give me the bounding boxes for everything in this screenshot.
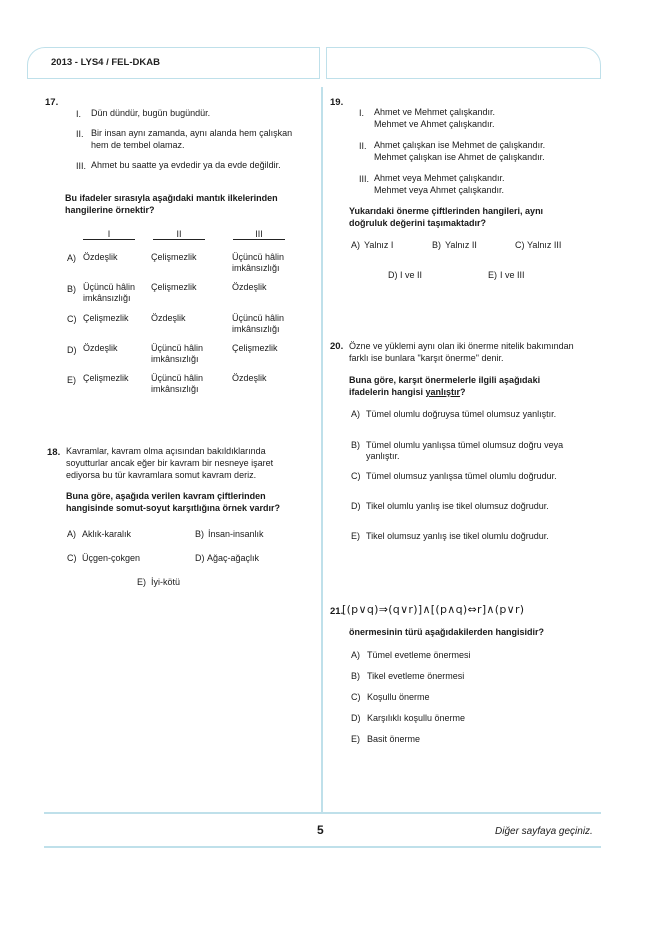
- question-prompt: Buna göre, karşıt önermelerle ilgili aşağıdaki: [349, 375, 541, 385]
- option-letter: D): [195, 553, 205, 563]
- option-text: Tümel evetleme önermesi: [367, 650, 471, 660]
- question-stem: soyutturlar ancak eğer bir kavram bir nesneye işaret: [66, 458, 274, 468]
- prompt-underlined: yanlıştır: [425, 387, 461, 397]
- option-cell: imkânsızlığı: [232, 263, 280, 273]
- option-letter: A): [67, 529, 76, 539]
- statement-text: Mehmet çalışkan ise Ahmet de çalışkandır.: [374, 152, 545, 162]
- option-text: Tümel olumlu yanlışsa tümel olumsuz doğru veya: [366, 440, 564, 450]
- option-text: Yalnız I: [364, 240, 394, 250]
- option-letter: D): [351, 501, 361, 511]
- question-prompt: [349, 387, 466, 399]
- question-prompt: önermesinin türü aşağıdakilerden hangisidir?: [349, 627, 545, 637]
- question-prompt: Yukarıdaki önerme çiftlerinden hangileri, aynı: [349, 206, 544, 216]
- roman-numeral: II.: [359, 141, 367, 151]
- question-stem: farklı ise bunlara "karşıt önerme" denir.: [349, 353, 504, 363]
- option-letter: A): [351, 650, 360, 660]
- column-divider: [321, 87, 323, 812]
- option-cell: Özdeşlik: [151, 313, 186, 323]
- statement-text: hem de tembel olamaz.: [91, 140, 185, 150]
- option-text: İnsan-insanlık: [208, 529, 264, 539]
- option-letter: B): [432, 240, 441, 250]
- roman-numeral: II.: [76, 129, 84, 139]
- question-prompt: Bu ifadeler sırasıyla aşağıdaki mantık ilkelerinden: [65, 193, 278, 203]
- statement-text: Mehmet veya Ahmet çalışkandır.: [374, 185, 505, 195]
- option-text: Ağaç-ağaçlık: [207, 553, 260, 563]
- option-cell: Üçüncü hâlin: [83, 282, 136, 292]
- column-header: II: [153, 229, 205, 240]
- option-letter: D): [67, 345, 77, 355]
- page-number: 5: [317, 823, 324, 837]
- option-cell: Çelişmezlik: [232, 343, 278, 353]
- option-text: Koşullu önerme: [367, 692, 430, 702]
- footer-top-rule: [44, 812, 601, 814]
- next-page-note: Diğer sayfaya geçiniz.: [495, 826, 593, 837]
- option-text: Aklık-karalık: [82, 529, 132, 539]
- statement-text: Ahmet bu saatte ya evdedir ya da evde değildir.: [91, 160, 281, 170]
- statement-text: Mehmet ve Ahmet çalışkandır.: [374, 119, 495, 129]
- option-cell: Özdeşlik: [232, 373, 267, 383]
- option-letter: E): [67, 375, 76, 385]
- question-prompt: Buna göre, aşağıda verilen kavram çiftlerinden: [66, 491, 266, 501]
- header-right-box: [326, 47, 601, 79]
- option-letter: A): [67, 253, 76, 263]
- option-cell: Özdeşlik: [83, 343, 118, 353]
- exam-header-box: [27, 47, 320, 79]
- option-cell: Çelişmezlik: [151, 282, 197, 292]
- option-text: Yalnız III: [527, 240, 562, 250]
- footer-bottom-rule: [44, 846, 601, 848]
- option-text: Tikel olumlu yanlış ise tikel olumsuz doğrudur.: [366, 501, 549, 511]
- exam-title: 2013 - LYS4 / FEL-DKAB: [51, 57, 160, 68]
- option-cell: imkânsızlığı: [151, 384, 199, 394]
- logic-formula: [(p∨q)⇒(q∨r)]∧[(p∧q)⇔r]∧(p∨r): [342, 603, 525, 616]
- option-letter: E): [488, 270, 497, 280]
- question-prompt: doğruluk değerini taşımaktadır?: [349, 218, 487, 228]
- option-letter: E): [351, 734, 360, 744]
- option-cell: Üçüncü hâlin: [151, 373, 204, 383]
- question-number: 18.: [47, 447, 61, 458]
- option-text: Üçgen-çokgen: [82, 553, 141, 563]
- option-letter: C): [351, 692, 361, 702]
- column-header: III: [233, 229, 285, 240]
- option-cell: Üçüncü hâlin: [151, 343, 204, 353]
- option-cell: Özdeşlik: [232, 282, 267, 292]
- option-cell: Çelişmezlik: [151, 252, 197, 262]
- option-cell: Özdeşlik: [83, 252, 118, 262]
- option-text: I ve II: [400, 270, 423, 280]
- option-text: Tikel evetleme önermesi: [367, 671, 465, 681]
- question-prompt: hangilerine örnektir?: [65, 205, 155, 215]
- option-letter: B): [67, 284, 76, 294]
- option-text: Tümel olumlu doğruysa tümel olumsuz yanlıştır.: [366, 409, 557, 419]
- statement-text: Ahmet ve Mehmet çalışkandır.: [374, 107, 496, 117]
- option-text: Karşılıklı koşullu önerme: [367, 713, 466, 723]
- roman-numeral: III.: [76, 161, 87, 171]
- question-stem: Kavramlar, kavram olma açısından bakıldıklarında: [66, 446, 266, 456]
- option-cell: Üçüncü hâlin: [232, 313, 285, 323]
- question-number: 19.: [330, 97, 344, 108]
- option-cell: imkânsızlığı: [151, 354, 199, 364]
- question-number: 21.: [330, 606, 344, 617]
- roman-numeral: III.: [359, 174, 370, 184]
- roman-numeral: I.: [76, 109, 82, 119]
- option-text: Basit önerme: [367, 734, 421, 744]
- option-letter: C): [515, 240, 525, 250]
- option-letter: B): [195, 529, 204, 539]
- option-cell: imkânsızlığı: [232, 324, 280, 334]
- statement-text: Ahmet çalışkan ise Mehmet de çalışkandır.: [374, 140, 546, 150]
- statement-text: Ahmet veya Mehmet çalışkandır.: [374, 173, 505, 183]
- option-letter: A): [351, 409, 360, 419]
- option-cell: imkânsızlığı: [83, 293, 131, 303]
- option-letter: C): [67, 314, 77, 324]
- option-text: Tümel olumsuz yanlışsa tümel olumlu doğrudur.: [366, 471, 557, 481]
- question-number: 20.: [330, 341, 344, 352]
- question-number: 17.: [45, 97, 59, 108]
- statement-text: Bir insan aynı zamanda, aynı alanda hem çalışkan: [91, 128, 293, 138]
- question-prompt: hangisinde somut-soyut karşıtlığına örnek vardır?: [66, 503, 281, 513]
- question-stem: ediyorsa bu tür kavramlara somut kavram deriz.: [66, 470, 257, 480]
- prompt-suffix: ?: [460, 387, 466, 397]
- option-text: Tikel olumsuz yanlış ise tikel olumlu doğrudur.: [366, 531, 549, 541]
- option-cell: Üçüncü hâlin: [232, 252, 285, 262]
- roman-numeral: I.: [359, 108, 365, 118]
- option-text: Yalnız II: [445, 240, 477, 250]
- option-letter: B): [351, 671, 360, 681]
- option-letter: D): [388, 270, 398, 280]
- option-text: İyi-kötü: [151, 577, 181, 587]
- prompt-prefix: ifadelerin hangisi: [349, 387, 426, 397]
- option-letter: A): [351, 240, 360, 250]
- option-text: I ve III: [500, 270, 525, 280]
- question-stem: Özne ve yüklemi aynı olan iki önerme nitelik bakımından: [349, 341, 574, 351]
- option-letter: D): [351, 713, 361, 723]
- column-header: I: [83, 229, 135, 240]
- statement-text: Dün dündür, bugün bugündür.: [91, 108, 211, 118]
- option-cell: Çelişmezlik: [83, 373, 129, 383]
- option-text: yanlıştır.: [366, 451, 400, 461]
- option-cell: Çelişmezlik: [83, 313, 129, 323]
- option-letter: C): [67, 553, 77, 563]
- option-letter: B): [351, 440, 360, 450]
- option-letter: C): [351, 471, 361, 481]
- option-letter: E): [137, 577, 146, 587]
- option-letter: E): [351, 531, 360, 541]
